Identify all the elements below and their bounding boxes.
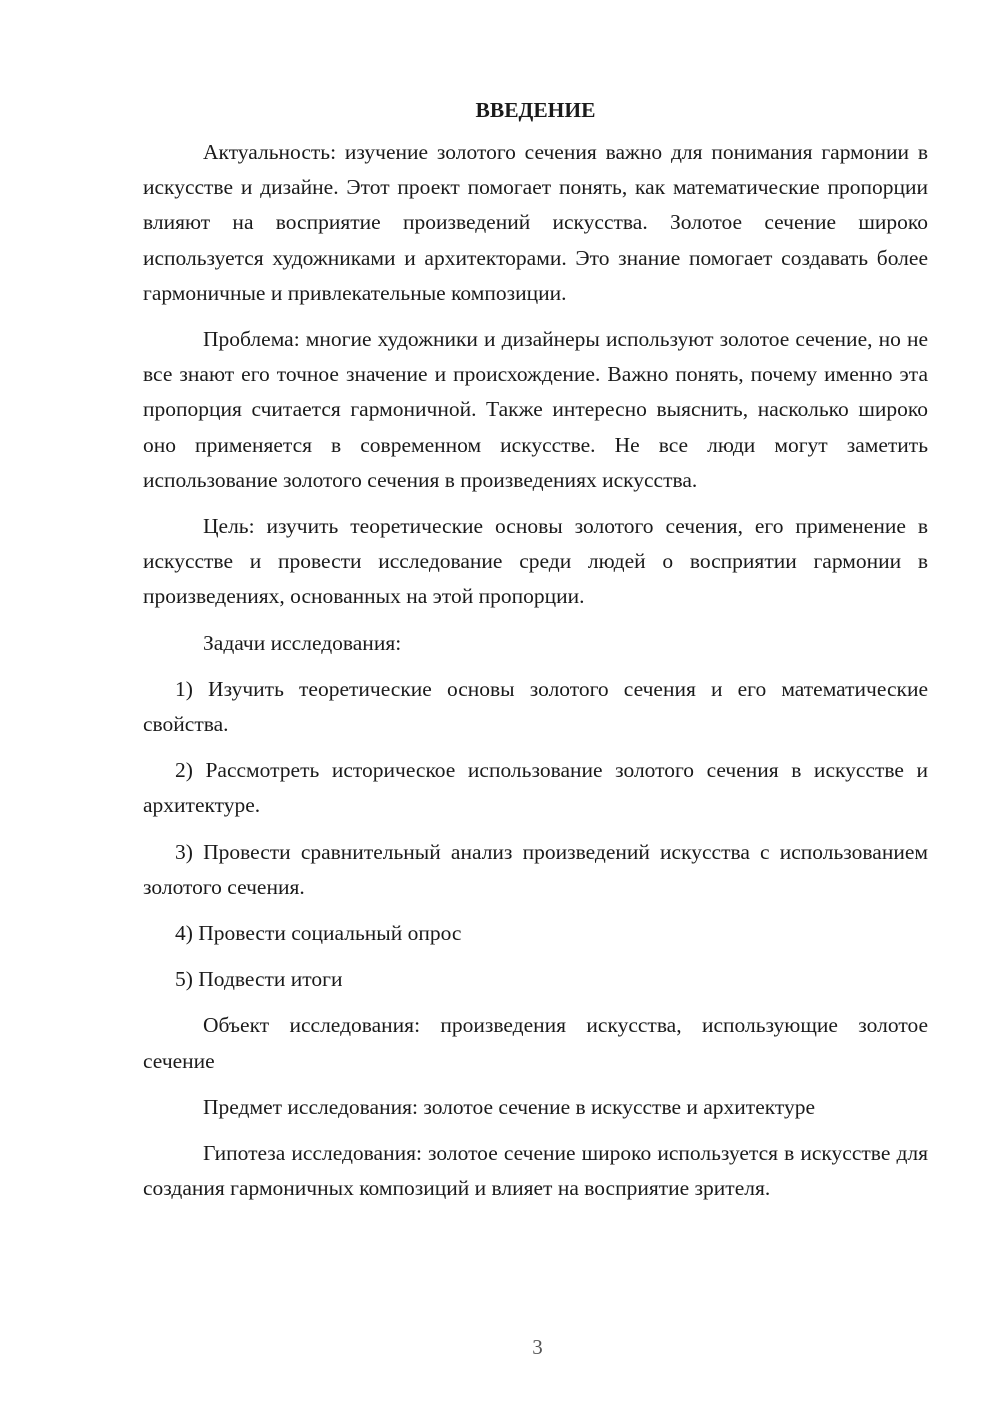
- page-content: [143, 92, 928, 1217]
- page-number: 3: [532, 1335, 543, 1359]
- page-heading: ВВЕДЕНИЕ: [475, 98, 596, 122]
- hypothesis-paragraph: Гипотеза исследования: золотое сечение широко используется в искусстве для создания гармоничных композиций и влияет на восприятие зрителя.: [143, 1141, 928, 1201]
- task-item-4: 4) Провести социальный опрос: [175, 921, 462, 946]
- task-item-2: 2) Рассмотреть историческое использование золотого сечения в искусстве и архитектуре.: [143, 758, 928, 818]
- object-paragraph: Объект исследования: произведения искусства, использующие золотое сечение: [143, 1013, 928, 1073]
- problem-paragraph: Проблема: многие художники и дизайнеры используют золотое сечение, но не все знают его точное значение и происхождение. Важно понять, почему именно эта пропорция считается гармоничной. Также интересно выяснить, насколько широко оно применяется в современном искусстве. Не все люди могут заметить использование золотого сечения в произведениях искусства.: [143, 327, 928, 492]
- tasks-title: Задачи исследования:: [203, 630, 402, 655]
- subject-paragraph: Предмет исследования: золотое сечение в искусстве и архитектуре: [203, 1094, 816, 1119]
- relevance-paragraph: Актуальность: изучение золотого сечения важно для понимания гармонии в искусстве и дизайне. Этот проект помогает понять, как математические пропорции влияют на восприятие произведений искусства. Золотое сечение широко используется художниками и архитекторами. Это знание помогает создавать более гармоничные и привлекательные композиции.: [143, 140, 928, 305]
- goal-paragraph: Цель: изучить теоретические основы золотого сечения, его применение в искусстве и провести исследование среди людей о восприятии гармонии в произведениях, основанных на этой пропорции.: [143, 514, 928, 609]
- task-item-3: 3) Провести сравнительный анализ произведений искусства с использованием золотого сечения.: [143, 839, 928, 899]
- task-item-1: 1) Изучить теоретические основы золотого сечения и его математические свойства.: [143, 676, 928, 737]
- task-item-5: 5) Подвести итоги: [175, 967, 343, 992]
